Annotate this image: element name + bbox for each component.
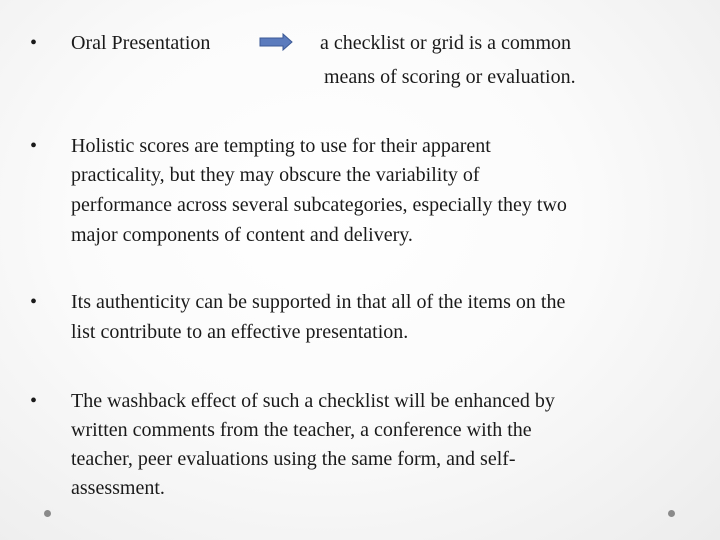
paragraph-line: written comments from the teacher, a conference with the [71,419,532,441]
bullet-marker: • [30,135,38,157]
paragraph-line: Its authenticity can be supported in that all of the items on the [71,291,566,313]
decorative-dot-icon [668,510,675,517]
paragraph-line: assessment. [71,477,165,499]
oral-presentation-label: Oral Presentation [71,32,211,54]
bullet-marker: • [30,390,38,412]
paragraph-line: The washback effect of such a checklist will be enhanced by [71,390,555,412]
paragraph-line: Holistic scores are tempting to use for their apparent [71,135,491,157]
paragraph-line: performance across several subcategories, especially they two [71,194,567,216]
paragraph-line: practicality, but they may obscure the variability of [71,164,480,186]
paragraph-line: teacher, peer evaluations using the same form, and self- [71,448,516,470]
definition-line: a checklist or grid is a common [320,32,572,54]
bullet-marker: • [30,32,38,54]
paragraph-line: major components of content and delivery. [71,224,413,246]
bullet-marker: • [30,291,38,313]
paragraph-line: list contribute to an effective presentation. [71,321,409,343]
decorative-dot-icon [44,510,51,517]
right-arrow-icon [259,33,293,51]
definition-line: means of scoring or evaluation. [324,66,576,88]
